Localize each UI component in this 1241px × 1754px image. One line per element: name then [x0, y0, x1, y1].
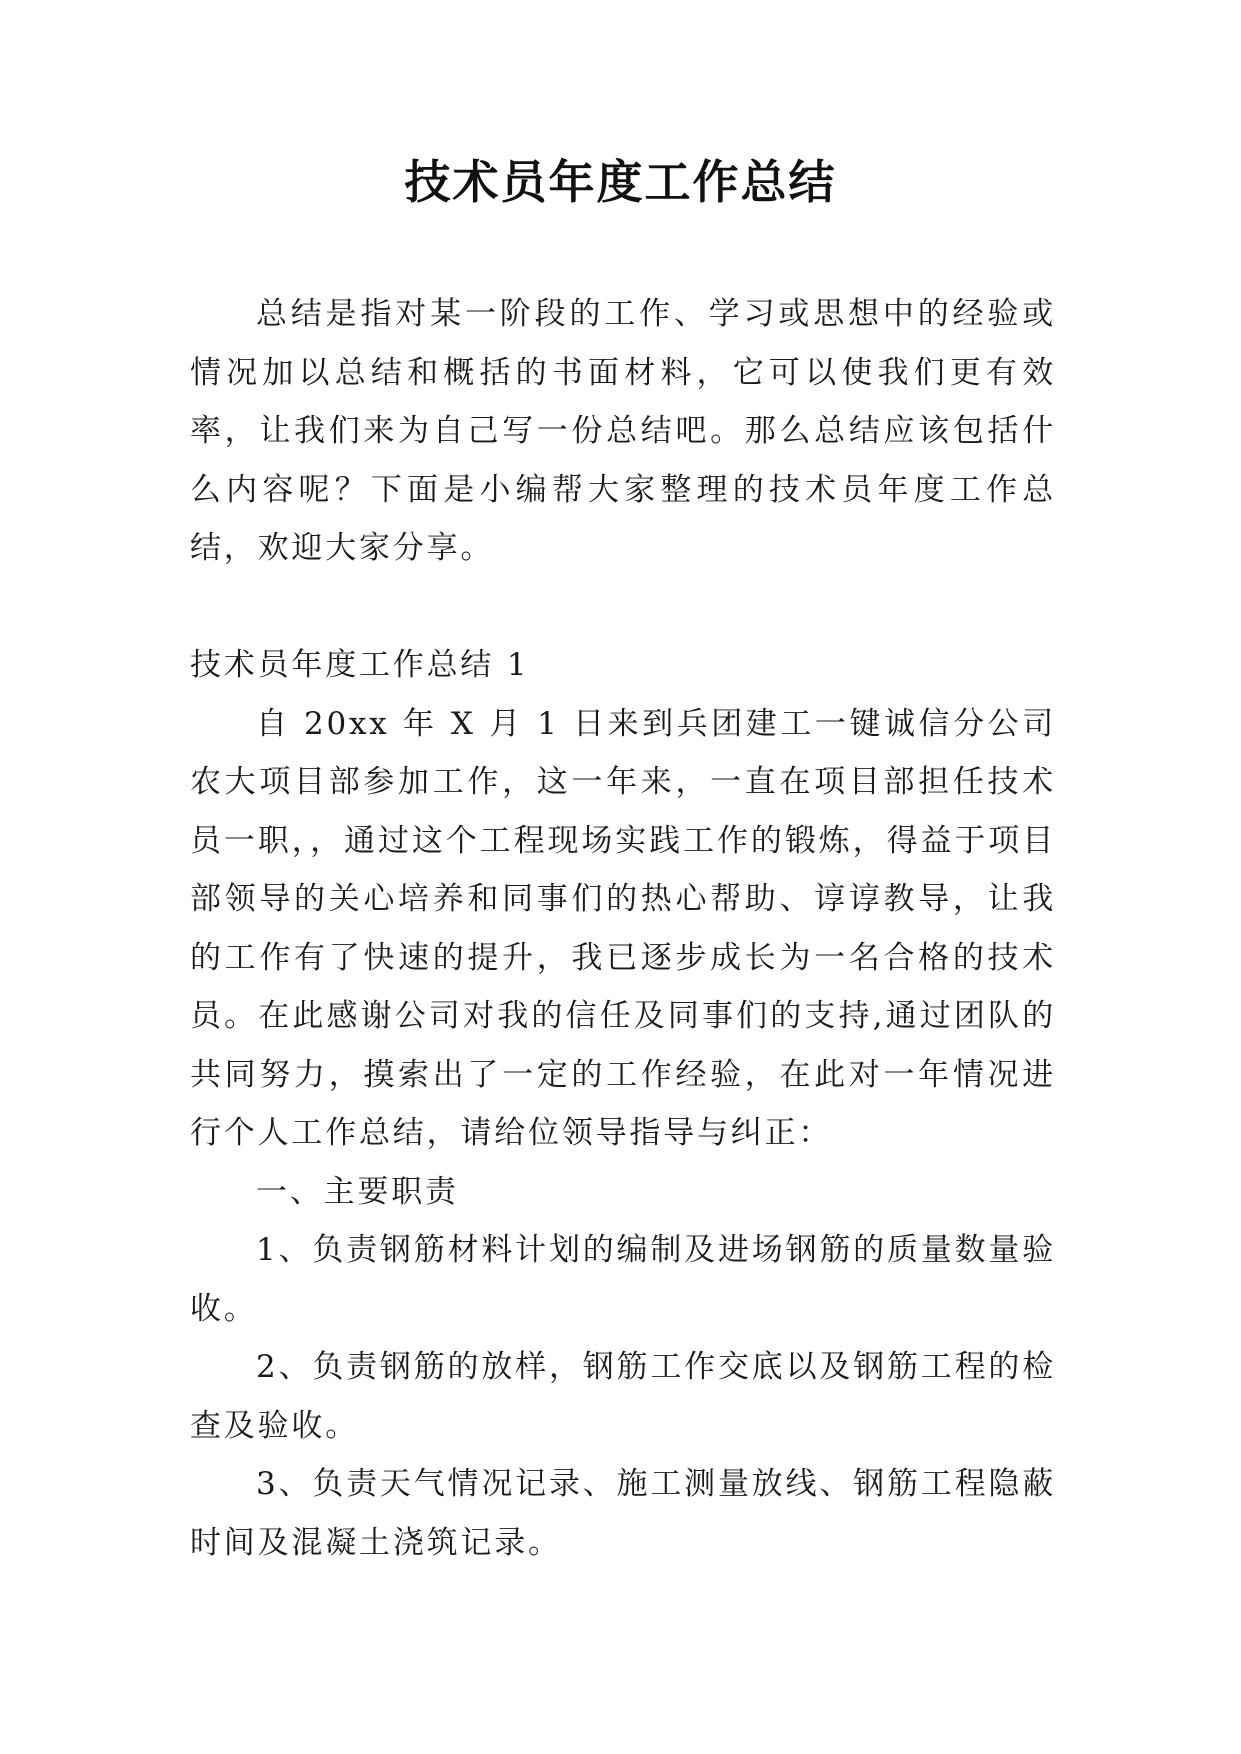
intro-paragraph: 总结是指对某一阶段的工作、学习或思想中的经验或情况加以总结和概括的书面材料，它可以使我们更有效率，让我们来为自己写一份总结吧。那么总结应该包括什么内容呢？下面是小编帮大家整理的技术员年度工作总结，欢迎大家分享。 — [190, 296, 1056, 566]
subheading-main-duties: 一、主要职责 — [256, 1173, 459, 1210]
document-body — [190, 285, 1056, 1572]
body-paragraph-1: 自 20xx 年 X 月 1 日来到兵团建工一键诚信分公司农大项目部参加工作，这一年来，一直在项目部担任技术员一职，，通过这个工程现场实践工作的锻炼，得益于项目部领导的关心培养和同事们的热心帮助、谆谆教导，让我的工作有了快速的提升，我已逐步成长为一名合格的技术员。在此感谢公司对我的信任及同事们的支持,通过团队的共同努力，摸索出了一定的工作经验，在此对一年情况进行个人工作总结，请给位领导指导与纠正： — [190, 705, 1056, 1151]
duty-item-3: 3、负责天气情况记录、施工测量放线、钢筋工程隐蔽时间及混凝土浇筑记录。 — [190, 1466, 1056, 1561]
paragraph-spacer — [190, 578, 1056, 637]
document-title: 技术员年度工作总结 — [404, 155, 837, 209]
duty-item-2: 2、负责钢筋的放样，钢筋工作交底以及钢筋工程的检查及验收。 — [190, 1349, 1056, 1444]
section-heading: 技术员年度工作总结 1 — [190, 647, 530, 683]
duty-item-1: 1、负责钢筋材料计划的编制及进场钢筋的质量数量验收。 — [190, 1232, 1056, 1327]
